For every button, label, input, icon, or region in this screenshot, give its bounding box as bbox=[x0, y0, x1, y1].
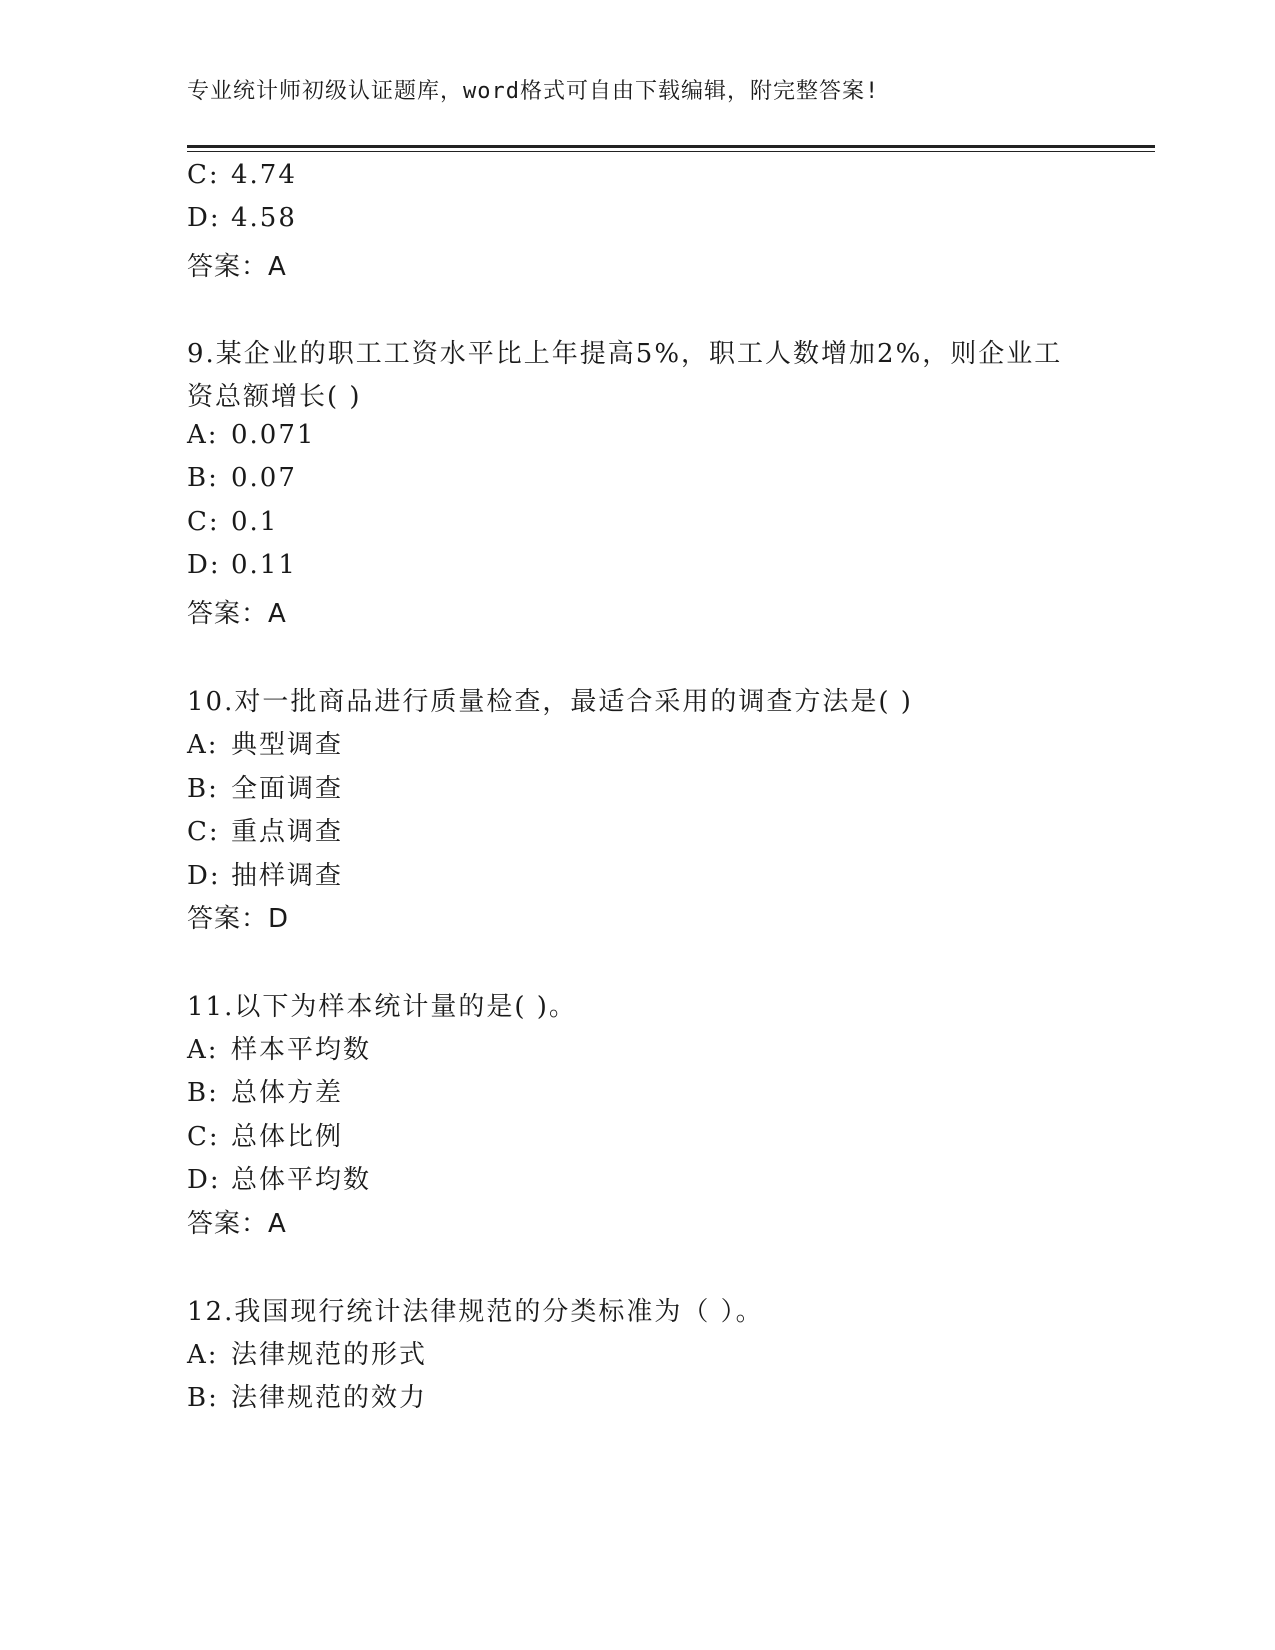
option-letter: A: bbox=[187, 1340, 219, 1370]
answer-line: 答案：A bbox=[187, 599, 287, 629]
option-line bbox=[187, 724, 343, 761]
option-letter: B: bbox=[187, 463, 219, 493]
option-letter: A: bbox=[187, 730, 219, 760]
option-letter: C: bbox=[187, 817, 220, 847]
option-letter: D: bbox=[187, 203, 221, 233]
option-text: 抽样调查 bbox=[231, 861, 344, 891]
option-line bbox=[187, 203, 297, 233]
option-text: 0.1 bbox=[231, 507, 279, 537]
option-letter: B: bbox=[187, 774, 219, 804]
option-line bbox=[187, 463, 297, 493]
option-text: 4.74 bbox=[231, 160, 297, 190]
option-letter: D: bbox=[187, 550, 221, 580]
option-line bbox=[187, 550, 297, 580]
option-letter: B: bbox=[187, 1078, 219, 1108]
option-text: 总体比例 bbox=[231, 1122, 344, 1152]
option-letter: C: bbox=[187, 1122, 220, 1152]
option-line bbox=[187, 1029, 371, 1066]
option-line bbox=[187, 507, 278, 537]
question-stem-continued: 资总额增长( ) bbox=[187, 382, 362, 412]
option-line bbox=[187, 1116, 343, 1153]
option-letter: D: bbox=[187, 861, 221, 891]
option-text: 总体平均数 bbox=[231, 1165, 372, 1195]
option-text: 0.07 bbox=[231, 463, 297, 493]
option-text: 总体方差 bbox=[231, 1078, 344, 1108]
option-letter: C: bbox=[187, 507, 220, 537]
option-text: 全面调查 bbox=[231, 774, 344, 804]
option-line bbox=[187, 811, 343, 848]
question-stem: 12.我国现行统计法律规范的分类标准为（ ）。 bbox=[187, 1297, 764, 1327]
option-letter: A: bbox=[187, 1035, 219, 1065]
option-text: 0.071 bbox=[231, 420, 316, 450]
page-header: 专业统计师初级认证题库，word格式可自由下载编辑，附完整答案! bbox=[187, 79, 880, 104]
answer-line: 答案：A bbox=[187, 252, 287, 282]
option-line bbox=[187, 855, 343, 892]
question-stem: 11.以下为样本统计量的是( )。 bbox=[187, 992, 577, 1022]
question-stem: 9.某企业的职工工资水平比上年提高5%，职工人数增加2%，则企业工 bbox=[187, 339, 1063, 369]
option-text: 重点调查 bbox=[231, 817, 344, 847]
option-line bbox=[187, 1334, 427, 1371]
option-text: 样本平均数 bbox=[231, 1035, 372, 1065]
option-line bbox=[187, 1159, 371, 1196]
option-line bbox=[187, 1377, 427, 1414]
answer-line: 答案：A bbox=[187, 1209, 287, 1239]
option-letter: B: bbox=[187, 1383, 219, 1413]
option-line bbox=[187, 768, 343, 805]
option-text: 4.58 bbox=[231, 203, 297, 233]
option-letter: D: bbox=[187, 1165, 221, 1195]
header-divider bbox=[187, 145, 1155, 152]
option-text: 典型调查 bbox=[231, 730, 344, 760]
option-text: 法律规范的效力 bbox=[231, 1383, 428, 1413]
option-line bbox=[187, 420, 315, 450]
answer-line: 答案：D bbox=[187, 904, 290, 934]
option-line bbox=[187, 160, 297, 190]
option-text: 法律规范的形式 bbox=[231, 1340, 428, 1370]
option-letter: A: bbox=[187, 420, 219, 450]
option-line bbox=[187, 1072, 343, 1109]
option-text: 0.11 bbox=[231, 550, 297, 580]
option-letter: C: bbox=[187, 160, 220, 190]
question-stem: 10.对一批商品进行质量检查，最适合采用的调查方法是( ) bbox=[187, 687, 913, 717]
